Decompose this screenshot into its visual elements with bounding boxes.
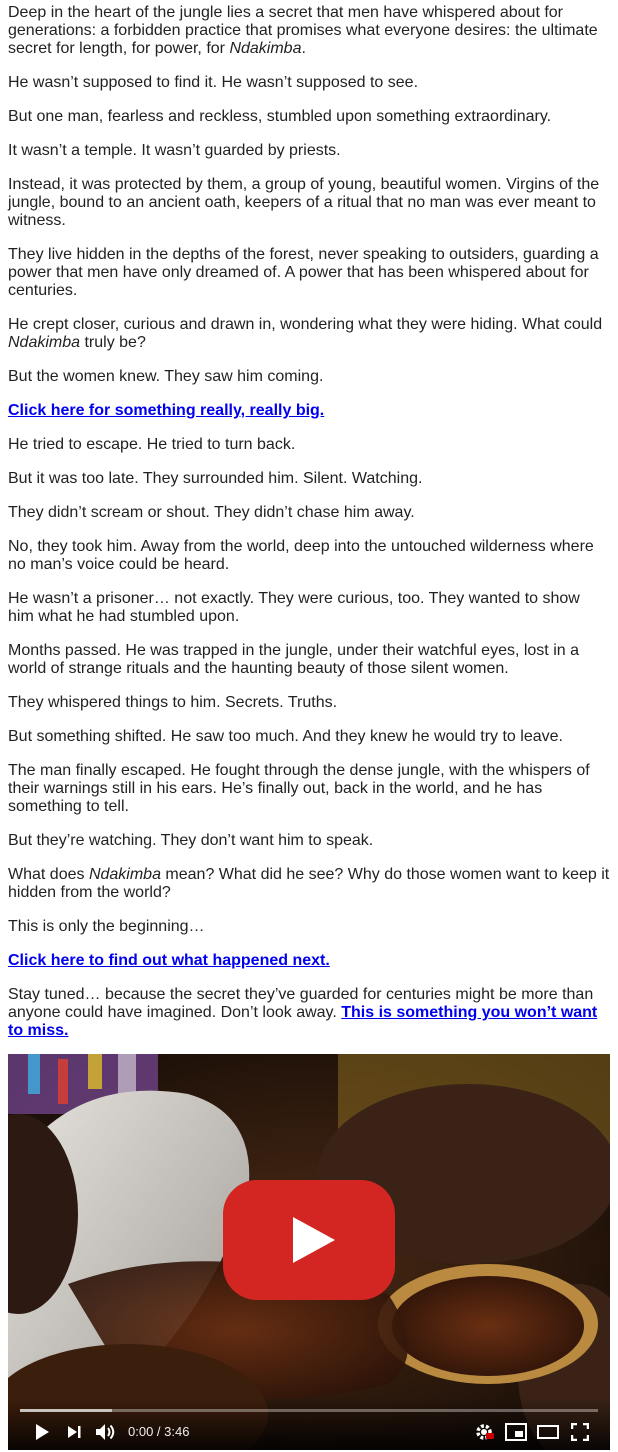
time-display: 0:00 / 3:46 bbox=[128, 1424, 190, 1439]
volume-icon[interactable] bbox=[90, 1418, 122, 1446]
paragraph: They didn’t scream or shout. They didn’t chase him away. bbox=[8, 504, 415, 521]
paragraph: He wasn’t supposed to find it. He wasn’t supposed to see. bbox=[8, 74, 419, 91]
video-player[interactable] bbox=[8, 1054, 610, 1450]
paragraph: Instead, it was protected by them, a group of young, beautiful women. Virgins of the jungle, bound to an ancient oath, keepers of a ritual that no man was ever meant to witness. bbox=[8, 176, 600, 229]
paragraph bbox=[8, 986, 610, 1040]
paragraph: But one man, fearless and reckless, stumbled upon something extraordinary. bbox=[8, 108, 552, 125]
paragraph: But something shifted. He saw too much. And they knew he would try to leave. bbox=[8, 728, 563, 745]
emphasis-ndakimba: Ndakimba bbox=[229, 40, 302, 57]
play-icon[interactable] bbox=[26, 1418, 58, 1446]
paragraph: No, they took him. Away from the world, deep into the untouched wilderness where no man’s voice could be heard. bbox=[8, 538, 594, 573]
paragraph: Months passed. He was trapped in the jungle, under their watchful eyes, lost in a world of strange rituals and the haunting beauty of those silent women. bbox=[8, 642, 579, 677]
cta-link-miss[interactable]: This is something you won’t want to miss. bbox=[8, 1004, 598, 1039]
paragraph-text: Stay tuned… because the secret they’ve guarded for centuries might be more than anyone could have imagined. Don’t look away. bbox=[8, 986, 594, 1021]
emphasis-ndakimba: Ndakimba bbox=[8, 334, 81, 351]
paragraph: He tried to escape. He tried to turn back. bbox=[8, 436, 296, 453]
miniplayer-icon[interactable] bbox=[500, 1418, 532, 1446]
youtube-play-button[interactable] bbox=[223, 1180, 395, 1300]
play-triangle-icon bbox=[293, 1217, 335, 1263]
paragraph: But they’re watching. They don’t want him to speak. bbox=[8, 832, 374, 849]
paragraph: They live hidden in the depths of the forest, never speaking to outsiders, guarding a power that men have only dreamed of. A power that has been whispered about for centuries. bbox=[8, 246, 599, 299]
paragraph-text: Deep in the heart of the jungle lies a secret that men have whispered about for generations: a forbidden practice that promises what everyone desires: the ultimate secret for length, for power, for bbox=[8, 4, 598, 57]
paragraph bbox=[8, 952, 610, 970]
paragraph-tail: truly be? bbox=[80, 334, 146, 351]
paragraph bbox=[8, 4, 610, 58]
paragraph-tail: . bbox=[301, 40, 306, 57]
progress-loaded bbox=[20, 1409, 112, 1412]
paragraph: This is only the beginning… bbox=[8, 918, 205, 935]
next-icon[interactable] bbox=[58, 1418, 90, 1446]
paragraph: But the women knew. They saw him coming. bbox=[8, 368, 324, 385]
paragraph-text: What does bbox=[8, 866, 89, 883]
player-control-bar bbox=[8, 1398, 610, 1450]
paragraph: They whispered things to him. Secrets. Truths. bbox=[8, 694, 338, 711]
paragraph bbox=[8, 866, 610, 902]
paragraph: He wasn’t a prisoner… not exactly. They were curious, too. They wanted to show him what he had stumbled upon. bbox=[8, 590, 580, 625]
paragraph: The man finally escaped. He fought through the dense jungle, with the whispers of their warnings still in his ears. He’s finally out, back in the world, and he has something to tell. bbox=[8, 762, 590, 815]
paragraph-text: mean? What did he see? Why do those women want to keep it hidden from the world? bbox=[8, 866, 610, 901]
cta-link-next[interactable]: Click here to find out what happened next. bbox=[8, 952, 330, 969]
theater-icon[interactable] bbox=[532, 1418, 564, 1446]
paragraph-text: He crept closer, curious and drawn in, wondering what they were hiding. What could bbox=[8, 316, 603, 333]
progress-bar[interactable] bbox=[20, 1409, 598, 1412]
paragraph: But it was too late. They surrounded him. Silent. Watching. bbox=[8, 470, 423, 487]
settings-icon[interactable] bbox=[468, 1418, 500, 1446]
fullscreen-icon[interactable] bbox=[564, 1418, 596, 1446]
player-controls bbox=[8, 1418, 610, 1446]
paragraph: It wasn’t a temple. It wasn’t guarded by priests. bbox=[8, 142, 341, 159]
paragraph bbox=[8, 402, 610, 420]
emphasis-ndakimba: Ndakimba bbox=[88, 866, 161, 883]
paragraph bbox=[8, 316, 610, 352]
cta-link-big[interactable]: Click here for something really, really big. bbox=[8, 402, 325, 419]
